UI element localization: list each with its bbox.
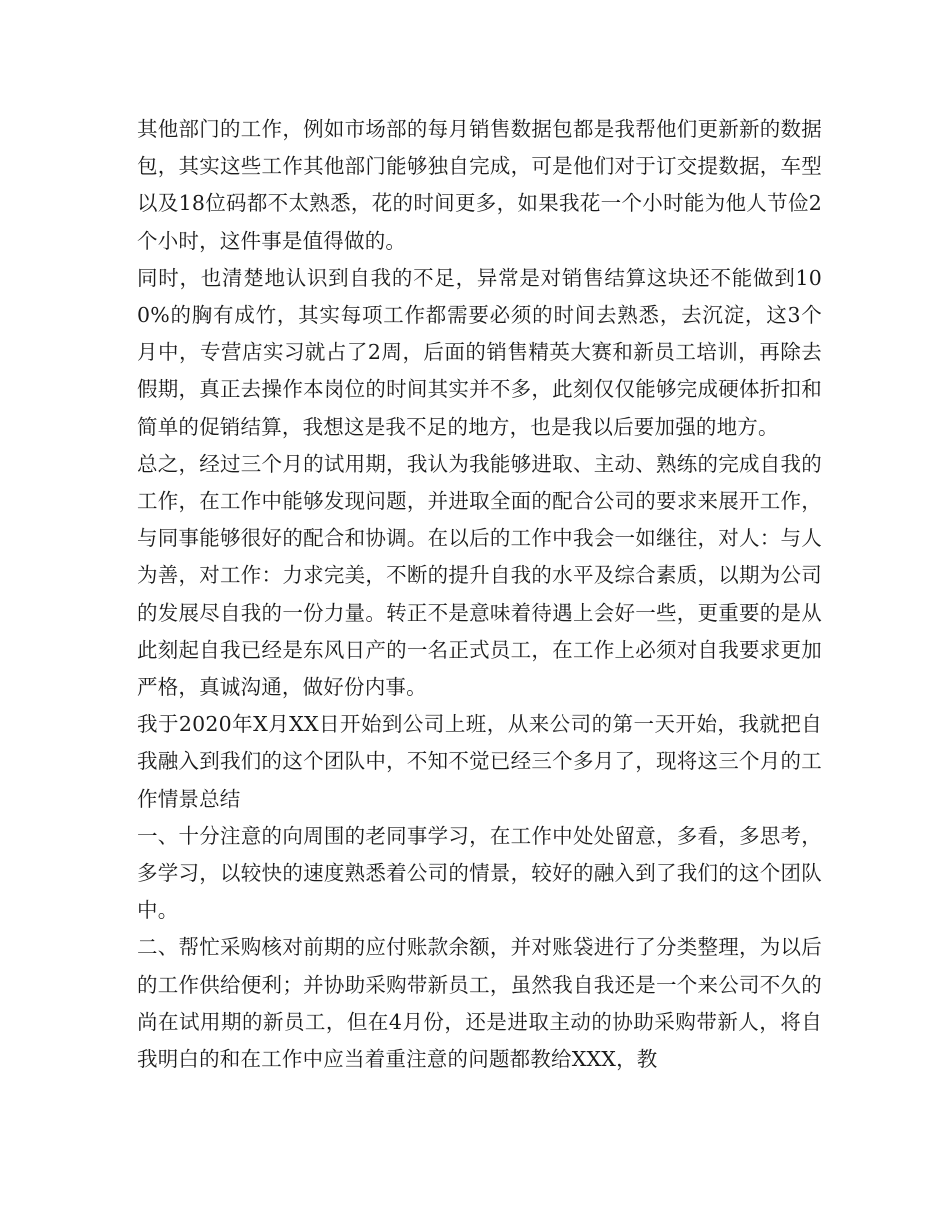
paragraph-item-two: 二、帮忙采购核对前期的应付账款余额，并对账袋进行了分类整理，为以后的工作供给便利；并协助采购带新员工，虽然我自我还是一个来公司不久的尚在试用期的新员工，但在4月份，还是进取主动的协助采购带新人，将自我明白的和在工作中应当着重注意的问题都教给XXX，教 — [137, 935, 822, 1072]
paragraph-intro: 我于2020年X月XX日开始到公司上班，从来公司的第一天开始，我就把自我融入到我们的这个团队中，不知不觉已经三个多月了，现将这三个月的工作情景总结 — [137, 712, 822, 811]
paragraph-item-one: 一、十分注意的向周围的老同事学习，在工作中处处留意，多看，多思考，多学习，以较快的速度熟悉着公司的情景，较好的融入到了我们的这个团队中。 — [137, 823, 822, 923]
paragraph-conclusion: 总之，经过三个月的试用期，我认为我能够进取、主动、熟练的完成自我的工作，在工作中能够发现问题，并进取全面的配合公司的要求来展开工作，与同事能够很好的配合和协调。在以后的工作中我会一如继往，对人：与人为善，对工作：力求完美，不断的提升自我的水平及综合素质，以期为公司的发展尽自我的一份力量。转正不是意味着待遇上会好一些，更重要的是从此刻起自我已经是东风日产的一名正式员工，在工作上必须对自我要求更加严格，真诚沟通，做好份内事。 — [137, 451, 822, 700]
document-body — [137, 111, 822, 1078]
paragraph-shortcomings: 同时，也清楚地认识到自我的不足，异常是对销售结算这块还不能做到100%的胸有成竹，其实每项工作都需要必须的时间去熟悉，去沉淀，这3个月中，专营店实习就占了2周，后面的销售精英大赛和新员工培训，再除去假期，真正去操作本岗位的时间其实并不多，此刻仅仅能够完成硬体折扣和简单的促销结算，我想这是我不足的地方，也是我以后要加强的地方。 — [137, 265, 822, 439]
paragraph-other-departments: 其他部门的工作，例如市场部的每月销售数据包都是我帮他们更新新的数据包，其实这些工作其他部门能够独自完成，可是他们对于订交提数据，车型以及18位码都不太熟悉，花的时间更多，如果我花一个小时能为他人节俭2个小时，这件事是值得做的。 — [137, 117, 822, 253]
